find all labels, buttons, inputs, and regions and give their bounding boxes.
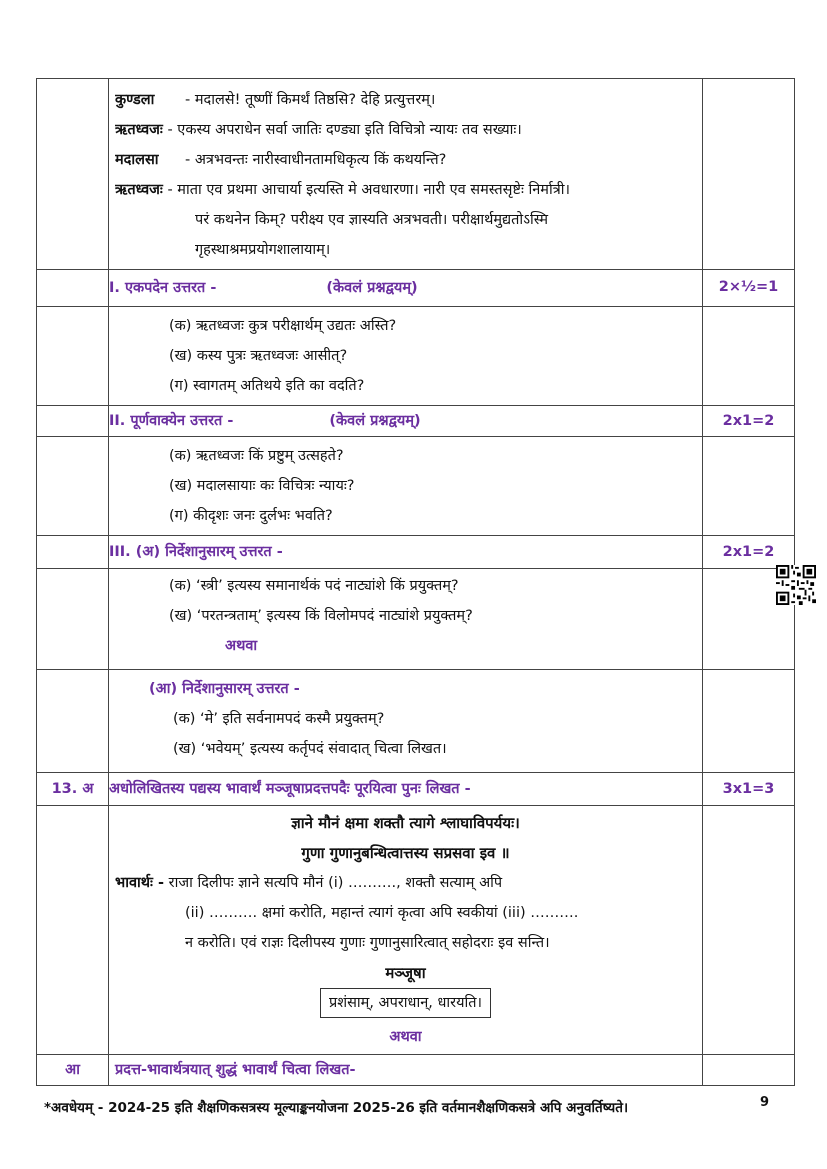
empty-cell — [703, 1055, 795, 1086]
verse-line: गुणा गुणानुबन्धित्वात्तस्य सप्रसवा इव ॥ — [301, 844, 510, 862]
bhavartha-line — [115, 868, 696, 898]
empty-cell — [37, 437, 109, 536]
empty-cell — [37, 270, 109, 307]
section2-heading-cell — [109, 406, 703, 437]
speaker-name: कुण्डला — [115, 92, 155, 108]
section1-questions — [109, 307, 703, 406]
speaker-sep: - — [167, 122, 173, 138]
speaker-sep: - — [185, 92, 191, 108]
dialogue-text: माता एव प्रथमा आचार्या इत्यस्ति मे अवधारणा। नारी एव समस्तसृष्टेः निर्मात्री। — [177, 182, 570, 198]
q13-sub-number: आ — [37, 1055, 109, 1086]
dialogue-line — [115, 115, 696, 145]
q13-body-row — [37, 806, 795, 1055]
bhavartha-line: न करोति। एवं राज्ञः दिलीपस्य गुणाः गुणानुसारित्वात् सहोदराः इव सन्ति। — [185, 935, 550, 951]
empty-cell — [703, 806, 795, 1055]
section2-heading: II. पूर्णवाक्येन उत्तरत - — [109, 413, 234, 429]
speaker-sep: - — [185, 152, 191, 168]
question-item: (ग) कीदृशः जनः दुर्लभः भवति? — [169, 508, 333, 524]
speaker-name: ऋतध्वजः — [115, 182, 163, 198]
question-item: (क) ऋतध्वजः किं प्रष्टुम् उत्सहते? — [169, 448, 344, 464]
q13-sub-row — [37, 1055, 795, 1086]
section1-note: (केवलं प्रश्नद्वयम्) — [326, 280, 418, 296]
section3-header-row — [37, 536, 795, 569]
verse-line: ज्ञाने मौनं क्षमा शक्तौ त्यागे श्लाघाविपर्ययः। — [291, 814, 520, 832]
q13-header-row — [37, 773, 795, 806]
question-item: (ग) स्वागतम् अतिथये इति का वदति? — [169, 378, 365, 394]
question-item: (क) ‘स्त्री’ इत्यस्य समानार्थकं पदं नाट्यांशे किं प्रयुक्तम्? — [169, 578, 459, 594]
empty-cell — [37, 806, 109, 1055]
manjusha-label: मञ्जूषा — [385, 964, 426, 982]
question-item: (क) ‘मे’ इति सर्वनामपदं कस्मै प्रयुक्तम्? — [173, 711, 385, 727]
or-label: अथवा — [225, 638, 258, 654]
dialogue-line — [115, 175, 696, 205]
bhavartha-label: भावार्थः - — [115, 875, 165, 891]
question-item: (ख) कस्य पुत्रः ऋतध्वजः आसीत्? — [169, 348, 348, 364]
section1-heading: I. एकपदेन उत्तरत - — [109, 280, 217, 296]
dialogue-text: अत्रभवन्तः नारीस्वाधीनतामधिकृत्य किं कथयन्ति? — [194, 152, 447, 168]
speaker-sep: - — [167, 182, 173, 198]
empty-cell — [37, 569, 109, 670]
section1-questions-row — [37, 307, 795, 406]
section3-marks: 2x1=2 — [703, 536, 795, 569]
manjusha-box-wrap — [115, 988, 696, 1022]
dialogue-continuation: परं कथनेन किम्? परीक्ष्य एव ज्ञास्यति अत्रभवती। परीक्षार्थमुद्यतोऽस्मि — [195, 212, 549, 228]
section3-sub-cell — [109, 670, 703, 773]
section2-note: (केवलं प्रश्नद्वयम्) — [329, 413, 421, 429]
section1-marks: 2×½=1 — [703, 270, 795, 307]
dialogue-marks-cell — [703, 79, 795, 270]
section3-questions — [109, 569, 703, 670]
question-table — [36, 78, 795, 1086]
q13-heading: अधोलिखितस्य पद्यस्य भावार्थं मञ्जूषाप्रदत्तपदैः पूरयित्वा पुनः लिखत - — [109, 773, 703, 806]
empty-cell — [37, 670, 109, 773]
page-number: 9 — [760, 1095, 770, 1110]
dialogue-text: मदालसे! तूष्णीं किमर्थं तिष्ठसि? देहि प्रत्युत्तरम्। — [194, 92, 436, 108]
empty-cell — [37, 307, 109, 406]
dialogue-cell — [109, 79, 703, 270]
speaker-name: मदालसा — [115, 152, 159, 168]
dialogue-continuation: गृहस्थाश्रमप्रयोगशालायाम्। — [195, 242, 331, 258]
empty-cell — [703, 307, 795, 406]
or-label: अथवा — [389, 1029, 422, 1045]
empty-cell — [37, 406, 109, 437]
speaker-name: ऋतध्वजः — [115, 122, 163, 138]
section3-sub-heading: (आ) निर्देशानुसारम् उत्तरत - — [149, 681, 300, 697]
section2-questions — [109, 437, 703, 536]
question-item: (क) ऋतध्वजः कुत्र परीक्षार्थम् उद्यतः अस्ति? — [169, 318, 397, 334]
section2-questions-row — [37, 437, 795, 536]
q13-body — [109, 806, 703, 1055]
section3-sub-row — [37, 670, 795, 773]
section3-questions-row — [37, 569, 795, 670]
dialogue-text: एकस्य अपराधेन सर्वा जातिः दण्ड्या इति विचित्रो न्यायः तव सख्याः। — [177, 122, 522, 138]
qr-code-icon — [776, 565, 816, 605]
q13-sub-heading: प्रदत्त-भावार्थत्रयात् शुद्धं भावार्थं चित्वा लिखत- — [109, 1055, 703, 1086]
section2-header-row — [37, 406, 795, 437]
dialogue-line — [115, 145, 696, 175]
footer-note: *अवधेयम् - 2024-25 इति शैक्षणिकसत्रस्य मूल्याङ्कनयोजना 2025-26 इति वर्तमानशैक्षणिकसत्रे अपि अनुवर्तिष्यते। — [44, 1100, 629, 1116]
bhavartha-text: राजा दिलीपः ज्ञाने सत्यपि मौनं (i) ………., शक्तौ सत्याम् अपि — [168, 875, 503, 891]
q13-marks: 3x1=3 — [703, 773, 795, 806]
empty-cell — [37, 536, 109, 569]
question-item: (ख) ‘भवेयम्’ इत्यस्य कर्तृपदं संवादात् चित्वा लिखत। — [173, 741, 447, 757]
dialogue-num-cell — [37, 79, 109, 270]
empty-cell — [703, 670, 795, 773]
question-item: (ख) मदालसायाः कः विचित्रः न्यायः? — [169, 478, 355, 494]
q13-number: 13. अ — [37, 773, 109, 806]
section2-marks: 2x1=2 — [703, 406, 795, 437]
dialogue-row — [37, 79, 795, 270]
question-item: (ख) ‘परतन्त्रताम्’ इत्यस्य किं विलोमपदं नाट्यांशे प्रयुक्तम्? — [169, 608, 473, 624]
dialogue-line — [115, 85, 696, 115]
section1-heading-cell — [109, 270, 703, 307]
manjusha-words: प्रशंसाम्, अपराधान्, धारयति। — [320, 988, 491, 1018]
section1-header-row — [37, 270, 795, 307]
bhavartha-line: (ii) ………. क्षमां करोति, महान्तं त्यागं कृत्वा अपि स्वकीयां (iii) ………. — [185, 905, 579, 921]
section3-heading: III. (अ) निर्देशानुसारम् उत्तरत - — [109, 536, 703, 569]
empty-cell — [703, 437, 795, 536]
